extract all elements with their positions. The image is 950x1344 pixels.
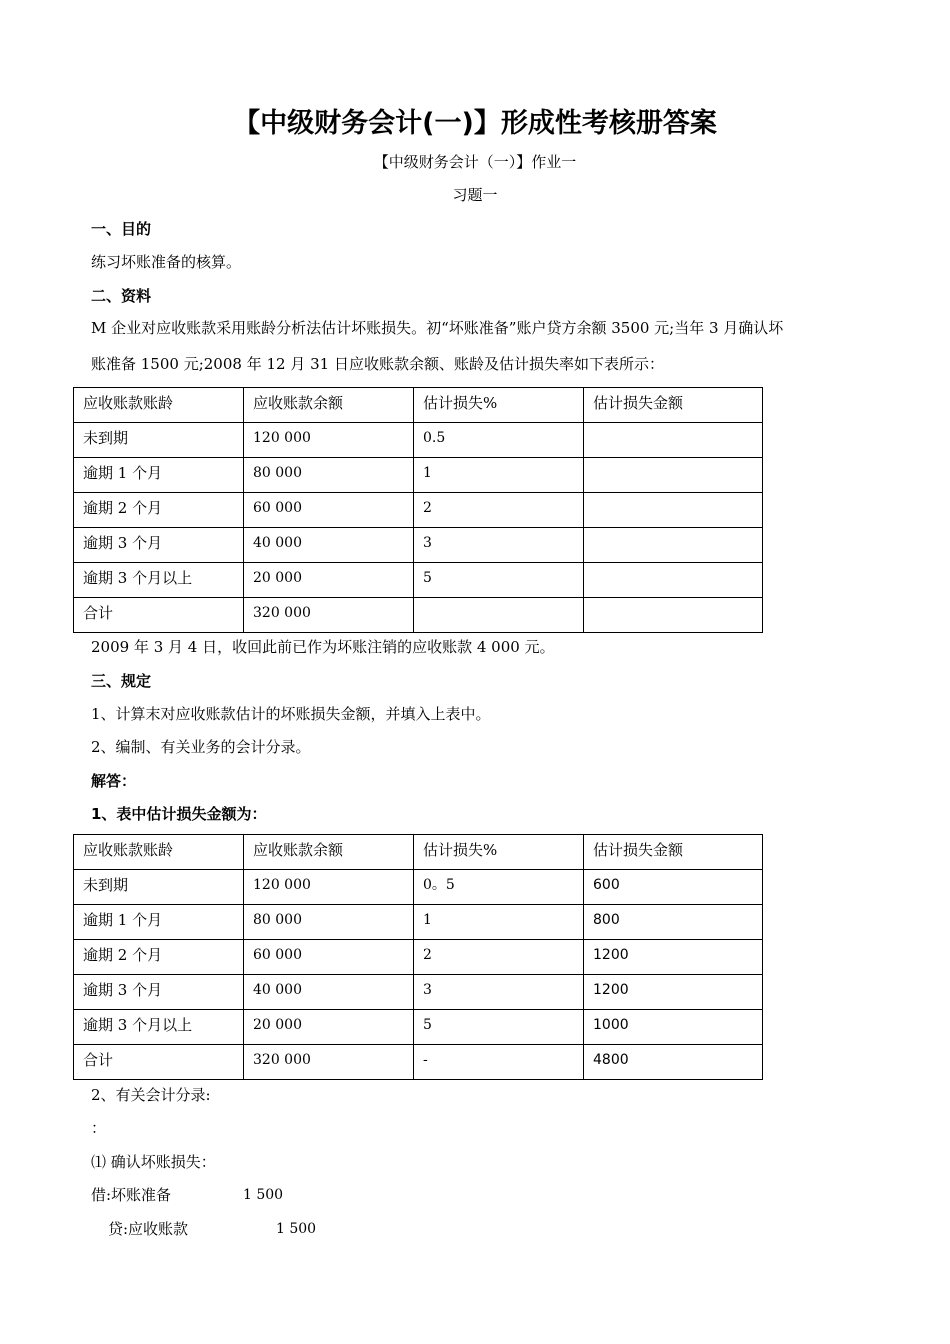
document-title: 【中级财务会计(一)】形成性考核册答案 <box>233 108 717 139</box>
table-cell <box>584 493 763 528</box>
recovery-note: 2009 年 3 月 4 日，收回此前已作为坏账注销的应收账款 4 000 元。 <box>91 638 555 656</box>
table-cell: 逾期 3 个月 <box>74 528 244 563</box>
table-cell: 1200 <box>584 975 763 1010</box>
table-cell <box>584 528 763 563</box>
section-purpose-text: 练习坏账准备的核算。 <box>91 253 242 271</box>
table-cell <box>584 458 763 493</box>
table-cell: 1 <box>414 458 584 493</box>
table-cell: 5 <box>414 1010 584 1045</box>
section-data-line1: M 企业对应收账款采用账龄分析法估计坏账损失。初“坏账准备”账户贷方余额 3500 元;当年 3 月确认坏 <box>91 319 784 337</box>
table-row <box>74 940 763 975</box>
entry-1-debit-amount: 1 500 <box>243 1187 284 1203</box>
aging-table <box>73 387 763 633</box>
table-cell: 1 <box>414 905 584 940</box>
table-cell: 逾期 2 个月 <box>74 940 244 975</box>
table-cell <box>584 563 763 598</box>
table-row <box>74 458 763 493</box>
entry-1-debit-label: 借:坏账准备 <box>91 1186 172 1204</box>
table-cell <box>584 598 763 633</box>
table-cell: 逾期 3 个月以上 <box>74 1010 244 1045</box>
table-cell <box>414 598 584 633</box>
table-header-cell: 应收账款余额 <box>244 388 414 423</box>
table-cell: 未到期 <box>74 423 244 458</box>
assignment-subtitle: 【中级财务会计（一）】作业一 <box>373 153 577 171</box>
answer-2-colon: ： <box>91 1119 107 1137</box>
entry-1-title: ⑴ 确认坏账损失： <box>91 1153 216 1171</box>
table-cell: 2 <box>414 940 584 975</box>
table-cell: 40 000 <box>244 975 414 1010</box>
table-header-cell: 估计损失% <box>414 835 584 870</box>
table-header-row <box>74 835 763 870</box>
table-cell: 合计 <box>74 1045 244 1080</box>
table-header-cell: 应收账款账龄 <box>74 835 244 870</box>
table-header-row <box>74 388 763 423</box>
table-row <box>74 905 763 940</box>
table-cell: 2 <box>414 493 584 528</box>
rules-item-2: 2、编制、有关业务的会计分录。 <box>91 738 311 756</box>
table-cell: 未到期 <box>74 870 244 905</box>
table-header-cell: 应收账款账龄 <box>74 388 244 423</box>
table-cell: 0。5 <box>414 870 584 905</box>
answer-2-heading: 2、有关会计分录: <box>91 1086 211 1104</box>
answer-table <box>73 834 763 1080</box>
table-cell: 40 000 <box>244 528 414 563</box>
table-cell: 0.5 <box>414 423 584 458</box>
exercise-label: 习题一 <box>452 186 498 204</box>
table-row <box>74 528 763 563</box>
table-cell: 320 000 <box>244 1045 414 1080</box>
table-row <box>74 1045 763 1080</box>
table-cell: 逾期 1 个月 <box>74 458 244 493</box>
table-cell <box>584 423 763 458</box>
table-cell: 120 000 <box>244 870 414 905</box>
answer-heading: 解答： <box>91 772 137 790</box>
table-row <box>74 975 763 1010</box>
table-header-cell: 估计损失金额 <box>584 388 763 423</box>
table-cell: 4800 <box>584 1045 763 1080</box>
table-cell: 逾期 3 个月 <box>74 975 244 1010</box>
answer-1-heading: 1、表中估计损失金额为： <box>91 805 267 823</box>
table-row <box>74 563 763 598</box>
table-header-cell: 估计损失金额 <box>584 835 763 870</box>
table-cell: 80 000 <box>244 458 414 493</box>
table-row <box>74 598 763 633</box>
table-cell: 1200 <box>584 940 763 975</box>
table-cell: 逾期 2 个月 <box>74 493 244 528</box>
table-cell: 3 <box>414 975 584 1010</box>
table-cell: 60 000 <box>244 940 414 975</box>
table-cell: 5 <box>414 563 584 598</box>
table-cell: 合计 <box>74 598 244 633</box>
table-cell: 3 <box>414 528 584 563</box>
rules-item-1: 1、计算末对应收账款估计的坏账损失金额，并填入上表中。 <box>91 705 491 723</box>
section-purpose-heading: 一、目的 <box>91 220 152 238</box>
table-cell: 320 000 <box>244 598 414 633</box>
table-cell: 60 000 <box>244 493 414 528</box>
table-row <box>74 493 763 528</box>
table-cell: 80 000 <box>244 905 414 940</box>
table-header-cell: 估计损失% <box>414 388 584 423</box>
section-data-line2: 账准备 1500 元;2008 年 12 月 31 日应收账款余额、账龄及估计损失率如下表所示： <box>91 355 664 373</box>
table-cell: 逾期 3 个月以上 <box>74 563 244 598</box>
table-cell: 120 000 <box>244 423 414 458</box>
section-rules-heading: 三、规定 <box>91 672 152 690</box>
table-row <box>74 1010 763 1045</box>
table-cell: 1000 <box>584 1010 763 1045</box>
table-cell: 800 <box>584 905 763 940</box>
table-cell: - <box>414 1045 584 1080</box>
table-row <box>74 423 763 458</box>
table-cell: 600 <box>584 870 763 905</box>
table-cell: 20 000 <box>244 563 414 598</box>
entry-1-credit-label: 贷:应收账款 <box>108 1220 189 1238</box>
table-header-cell: 应收账款余额 <box>244 835 414 870</box>
table-row <box>74 870 763 905</box>
section-data-heading: 二、资料 <box>91 287 152 305</box>
entry-1-credit-amount: 1 500 <box>276 1221 317 1237</box>
table-cell: 逾期 1 个月 <box>74 905 244 940</box>
table-cell: 20 000 <box>244 1010 414 1045</box>
